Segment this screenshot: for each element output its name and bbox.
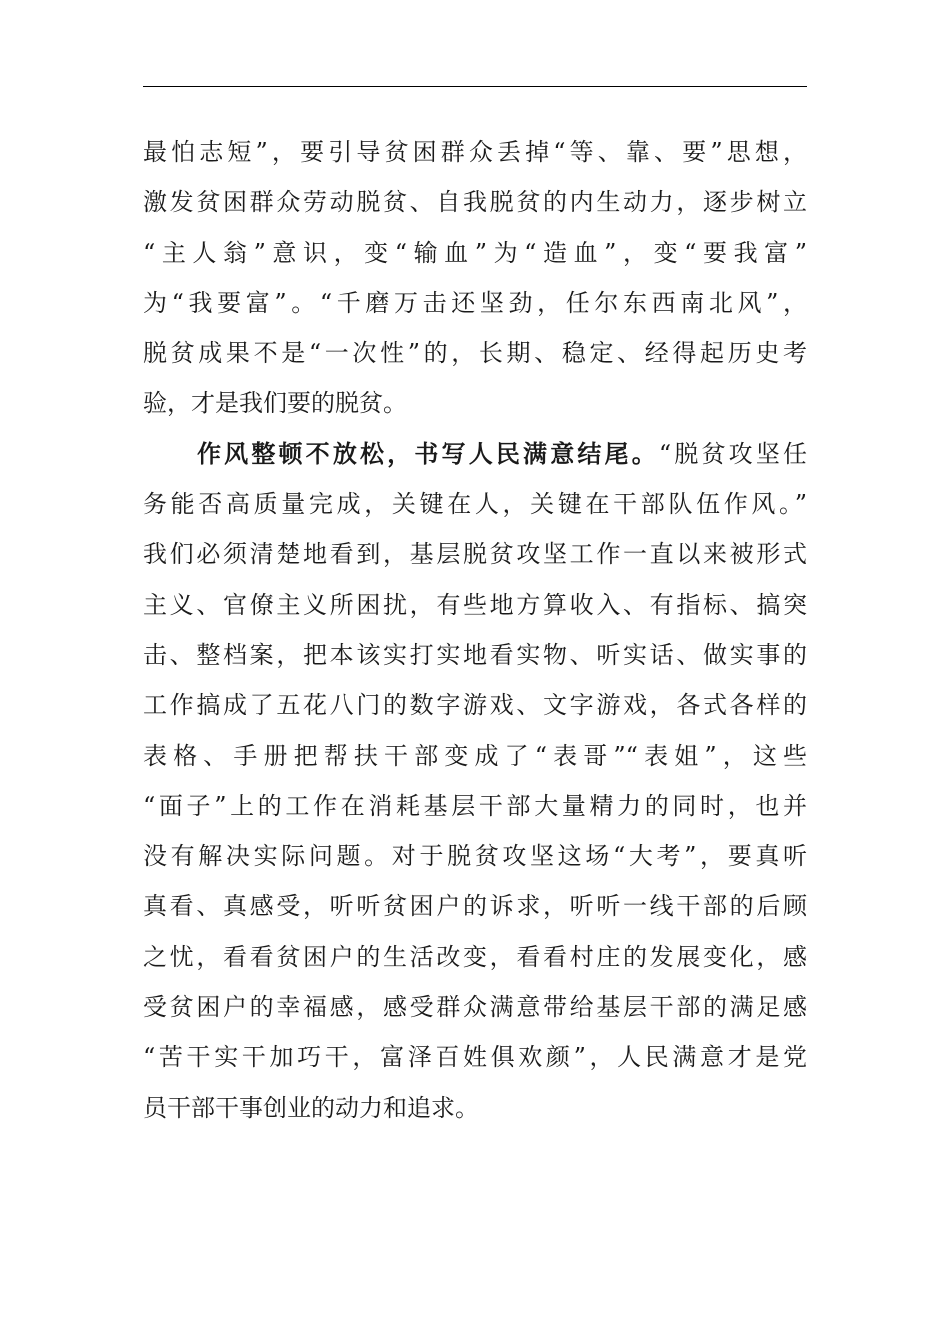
text-line: 击、整档案，把本该实打实地看实物、听实话、做实事的	[143, 640, 807, 669]
text-line: 员干部干事创业的动力和追求。	[143, 1093, 479, 1122]
text-line: 表格、手册把帮扶干部变成了“表哥”“表姐”，这些	[143, 741, 807, 770]
section-heading: 作风整顿不放松，书写人民满意结尾。	[197, 438, 659, 468]
lead-text: “脱贫攻坚任	[658, 439, 807, 468]
text-line: 务能否高质量完成，关键在人，关键在干部队伍作风。”	[143, 490, 807, 519]
paragraph-1	[143, 127, 807, 429]
text-line: 主义、官僚主义所困扰，有些地方算收入、有指标、搞突	[143, 590, 807, 619]
body-text	[143, 127, 807, 1133]
text-line: 最怕志短”，要引导贫困群众丢掉“等、靠、要”思想，	[143, 138, 807, 166]
text-line: “主人翁”意识，变“输血”为“造血”，变“要我富”	[143, 238, 807, 267]
text-line: “面子”上的工作在消耗基层干部大量精力的同时，也并	[143, 791, 807, 820]
text-line: 验，才是我们要的脱贫。	[143, 389, 407, 418]
text-line: 我们必须清楚地看到，基层脱贫攻坚工作一直以来被形式	[143, 540, 807, 569]
text-line: 之忧，看看贫困户的生活改变，看看村庄的发展变化，感	[143, 942, 807, 971]
text-line: 脱贫成果不是“一次性”的，长期、稳定、经得起历史考	[143, 339, 807, 368]
text-line: 激发贫困群众劳动脱贫、自我脱贫的内生动力，逐步树立	[143, 188, 807, 217]
text-line: 真看、真感受，听听贫困户的诉求，听听一线干部的后顾	[143, 892, 807, 921]
text-line: 为“我要富”。“千磨万击还坚劲，任尔东西南北风”，	[143, 288, 807, 317]
text-line: 没有解决实际问题。对于脱贫攻坚这场“大考”，要真听	[143, 842, 807, 871]
paragraph-lead-line	[143, 429, 807, 479]
header-rule	[143, 86, 807, 87]
paragraph-2	[143, 429, 807, 1133]
text-line: 受贫困户的幸福感，感受群众满意带给基层干部的满足感	[143, 993, 807, 1022]
text-line: 工作搞成了五花八门的数字游戏、文字游戏，各式各样的	[143, 691, 807, 720]
text-line: “苦干实干加巧干，富泽百姓俱欢颜”，人民满意才是党	[143, 1043, 807, 1072]
